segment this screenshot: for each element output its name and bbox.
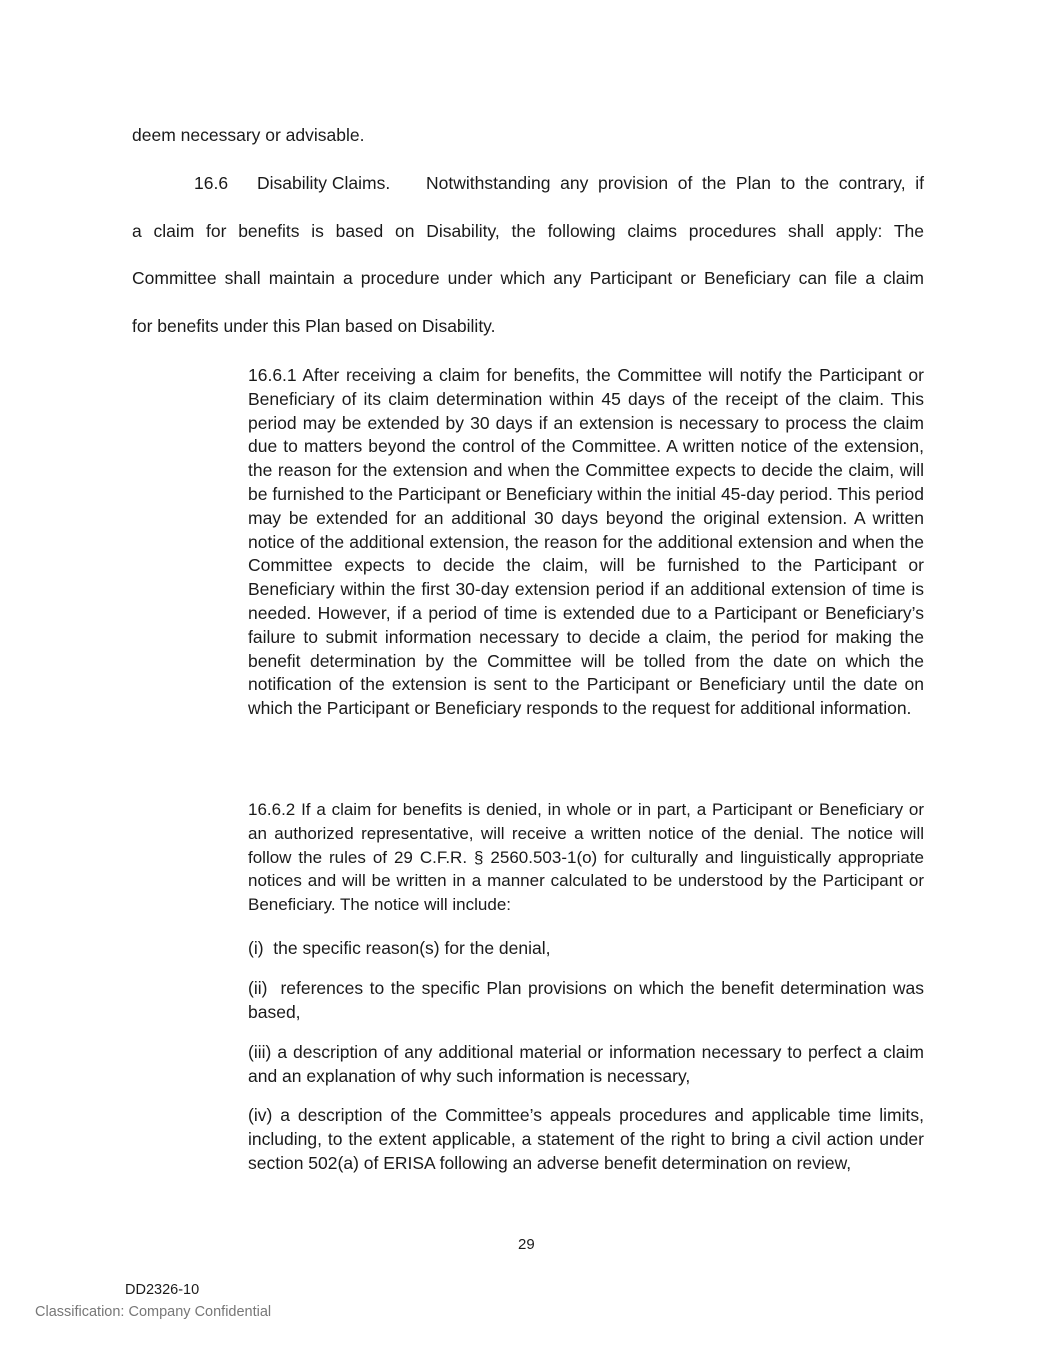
list-item-ii bbox=[248, 976, 924, 1024]
subsection-text: After receiving a claim for benefits, the Committee will notify the Participant or Beneficiary of its claim determination within 45 days of the receipt of the claim. This period may be extended by 30 days if an extension is necessary to process the claim due to matters beyond the control of the Committee. A written notice of the extension, the reason for the extension and when the Committee expects to decide the claim, will be furnished to the Participant or Beneficiary within the initial 45-day period. This period may be extended for an additional 30 days beyond the original extension. A written notice of the additional extension, the reason for the additional extension and when the Committee expects to decide the claim, will be furnished to the Participant or Beneficiary within the first 30-day extension period if an additional extension of time is needed. However, if a period of time is extended due to a Participant or Beneficiary’s failure to submit information necessary to decide a claim, the period for making the benefit determination by the Committee will be tolled from the date on which the notification of the extension is sent to the Participant or Beneficiary until the date on which the Participant or Beneficiary responds to the request for additional information. bbox=[248, 365, 924, 719]
list-item-text: the specific reason(s) for the denial, bbox=[273, 938, 551, 958]
footer-doc-id: DD2326-10 bbox=[125, 1282, 200, 1298]
subsection-16-6-1 bbox=[248, 364, 924, 721]
list-item-text: references to the specific Plan provisions on which the benefit determination was based, bbox=[248, 978, 924, 1022]
list-item-i bbox=[248, 936, 924, 960]
page-number: 29 bbox=[518, 1236, 535, 1253]
continuation-line: deem necessary or advisable. bbox=[132, 125, 365, 145]
section-number: 16.6 bbox=[194, 173, 229, 193]
section-heading: Disability Claims. bbox=[257, 173, 391, 193]
subsection-number: 16.6.2 bbox=[248, 800, 296, 819]
section-text-line-1: Notwithstanding any provision of the Plan to the contrary, if bbox=[426, 173, 924, 193]
subsection-16-6-2 bbox=[248, 798, 924, 917]
list-item-iv bbox=[248, 1103, 924, 1175]
list-item-text: a description of any additional material or information necessary to perfect a claim and an explanation of why such information is necessary, bbox=[248, 1042, 924, 1086]
list-item-label: (iv) bbox=[248, 1105, 273, 1125]
section-text-line-2: a claim for benefits is based on Disability, the following claims procedures shall apply: The bbox=[132, 221, 924, 241]
footer-classification: Classification: Company Confidential bbox=[35, 1304, 272, 1320]
list-item-label: (ii) bbox=[248, 978, 268, 998]
list-item-label: (iii) bbox=[248, 1042, 272, 1062]
subsection-text: If a claim for benefits is denied, in whole or in part, a Participant or Beneficiary or an authorized representative, will receive a written notice of the denial. The notice will follow the rules of 29 C.F.R. § 2560.503-1(o) for culturally and linguistically appropriate notices and will be written in a manner calculated to be understood by the Participant or Beneficiary. The notice will include: bbox=[248, 800, 924, 915]
section-text-line-4: for benefits under this Plan based on Disability. bbox=[132, 316, 496, 336]
list-item-iii bbox=[248, 1040, 924, 1088]
list-item-text: a description of the Committee’s appeals procedures and applicable time limits, including, to the extent applicable, a statement of the right to bring a civil action under section 502(a) of ERISA following an adverse benefit determination on review, bbox=[248, 1105, 924, 1173]
section-text-line-3: Committee shall maintain a procedure under which any Participant or Beneficiary can file a claim bbox=[132, 268, 924, 288]
list-item-label: (i) bbox=[248, 938, 264, 958]
subsection-number: 16.6.1 bbox=[248, 365, 297, 385]
